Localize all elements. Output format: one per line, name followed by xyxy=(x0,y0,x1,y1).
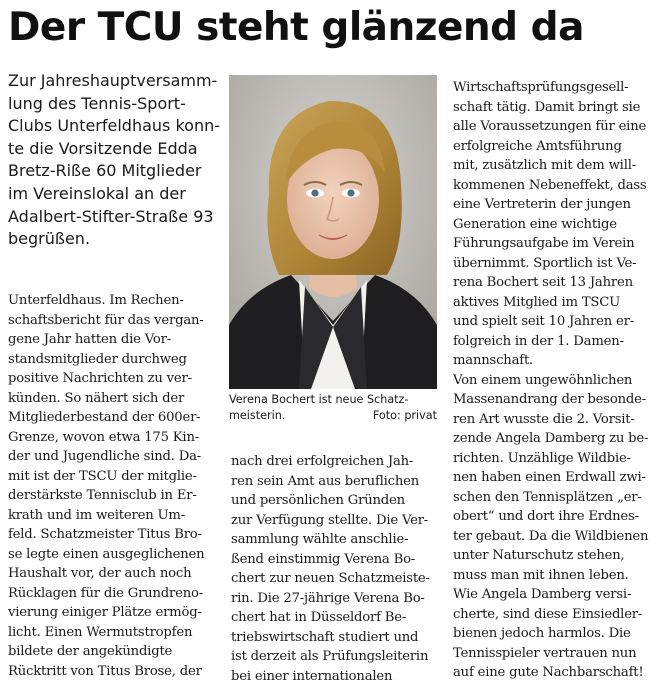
lead-line: Clubs Unterfeldhaus konn- xyxy=(8,116,221,136)
text-line: sammlung wählte anschlie- xyxy=(231,532,409,547)
text-line: derstärkste Tennisclub in Er- xyxy=(8,488,197,503)
caption-line: Verena Bochert ist neue Schatz- xyxy=(229,393,409,406)
text-line: nach drei erfolgreichen Jah- xyxy=(231,454,414,469)
text-line: nen haben einen Erdwall zwi- xyxy=(453,470,646,485)
text-line: rena Bochert seit 13 Jahren xyxy=(453,275,633,290)
text-line: Rücklagen für die Grundreno- xyxy=(8,585,204,601)
text-line: mit, zusätzlich mit dem will- xyxy=(453,158,636,173)
text-line: richten. Unzählige Wildbie- xyxy=(453,450,631,466)
text-line: obert“ und dort ihre Erdnes- xyxy=(453,509,639,524)
text-line: Tennisspieler vertrauen nun xyxy=(453,645,637,661)
text-line: vierung einiger Plätze ermög- xyxy=(8,605,202,620)
lead-line: Zur Jahreshauptversamm- xyxy=(8,71,218,90)
text-line: kommenen Nebeneffekt, dass xyxy=(453,177,647,193)
lead-line: te die Vorsitzende Edda xyxy=(8,138,198,158)
text-line: bildete der angekündigte xyxy=(8,644,173,659)
lead-line: im Vereinslokal an der xyxy=(8,183,186,203)
text-line: Wirtschaftsprüfungsgesell- xyxy=(453,80,629,95)
text-line: triebswirtschaft studiert und xyxy=(231,629,419,645)
text-line: eine Vertreterin der jungen xyxy=(453,197,631,212)
text-line: schaft tätig. Damit bringt sie xyxy=(453,99,641,115)
text-line: ter gebaut. Da die Wildbienen xyxy=(453,528,649,544)
text-line: Mitgliederbestand der 600er- xyxy=(8,410,201,425)
text-line: rin. Die 27-jährige Verena Bo- xyxy=(231,590,425,606)
text-line: mannschaft. xyxy=(453,353,534,368)
text-line: se legte einen ausgeglichenen xyxy=(8,546,205,562)
text-line: künden. So nähert sich der xyxy=(8,390,185,406)
text-line: ßend einstimmig Verena Bo- xyxy=(231,551,416,567)
photo-credit: Foto: privat xyxy=(372,408,437,422)
text-line: schaftsbericht für das vergan- xyxy=(8,312,204,328)
text-line: muss man mit ihnen leben. xyxy=(453,567,629,583)
lead-paragraph xyxy=(8,70,220,251)
text-line: Haushalt vor, der auch noch xyxy=(8,566,192,581)
text-line: alle Voraussetzungen für eine xyxy=(453,119,647,134)
portrait-photo xyxy=(229,75,437,389)
text-line: gene Jahr hatten die Vor- xyxy=(8,332,171,347)
text-line: aktives Mitglied im TSCU xyxy=(453,294,621,310)
text-line: auf eine gute Nachbarschaft! xyxy=(453,665,644,680)
text-line: übernimmt. Sportlich ist Ve- xyxy=(453,255,637,271)
text-line: ren Art wusste die 2. Vorsit- xyxy=(453,411,635,427)
text-line: standsmitglieder durchweg xyxy=(8,351,187,367)
text-line: Von einem ungewöhnlichen xyxy=(453,372,633,388)
text-line: krath und im weiteren Um- xyxy=(8,507,185,523)
text-line: bienen jedoch harmlos. Die xyxy=(453,626,631,641)
text-line: ren sein Amt aus beruflichen xyxy=(231,473,420,489)
text-line: Unterfeldhaus. Im Rechen- xyxy=(8,293,184,308)
text-line: Rücktritt von Titus Brose, der xyxy=(8,663,202,679)
text-line: mit ist der TSCU der mitglie- xyxy=(8,468,197,484)
article-column-1 xyxy=(8,291,204,681)
text-line: Massenandrang der besonde- xyxy=(453,392,646,407)
lead-line: Adalbert-Stifter-Straße 93 xyxy=(8,206,214,226)
photo-caption xyxy=(229,392,437,423)
text-line: Grenze, wovon etwa 175 Kin- xyxy=(8,429,200,445)
text-line: zur Verfügung stellte. Die Ver- xyxy=(231,512,429,528)
text-line: positive Nachrichten zu ver- xyxy=(8,371,192,386)
text-line: feld. Schatzmeister Titus Bro- xyxy=(8,527,202,542)
text-line: ist derzeit als Prüfungsleiterin xyxy=(231,649,429,664)
text-line: folgreich in der 1. Damen- xyxy=(453,333,624,349)
text-line: schen den Tennisplätzen „er- xyxy=(453,489,642,505)
text-line: der und Jugendliche sind. Da- xyxy=(8,449,202,464)
text-line: zende Angela Damberg zu be- xyxy=(453,431,649,446)
text-line: und spielt seit 10 Jahren er- xyxy=(453,314,635,329)
text-line: licht. Einen Wermutstropfen xyxy=(8,624,193,640)
lead-line: begrüßen. xyxy=(8,229,91,249)
headline: Der TCU steht glänzend da xyxy=(8,5,584,50)
caption-line: meisterin. xyxy=(229,408,286,422)
text-line: erfolgreiche Amtsführung xyxy=(453,138,622,154)
lead-line: Bretz-Riße 60 Mitglieder xyxy=(8,161,202,181)
text-line: chert hat in Düsseldorf Be- xyxy=(231,610,407,625)
text-line: chert zur neuen Schatzmeiste- xyxy=(231,571,430,586)
article-column-3 xyxy=(453,78,648,683)
text-line: cherte, sind diese Einsiedler- xyxy=(453,606,643,622)
lead-line: lung des Tennis-Sport- xyxy=(8,93,186,113)
text-line: Führungsaufgabe im Verein xyxy=(453,236,635,251)
article-column-2 xyxy=(231,452,430,686)
text-line: Wie Angela Damberg versi- xyxy=(453,587,632,602)
text-line: und persönlichen Gründen xyxy=(231,493,405,508)
text-line: Generation eine wichtige xyxy=(453,216,617,232)
text-line: bei einer internationalen xyxy=(231,668,393,684)
text-line: unter Naturschutz stehen, xyxy=(453,548,625,563)
